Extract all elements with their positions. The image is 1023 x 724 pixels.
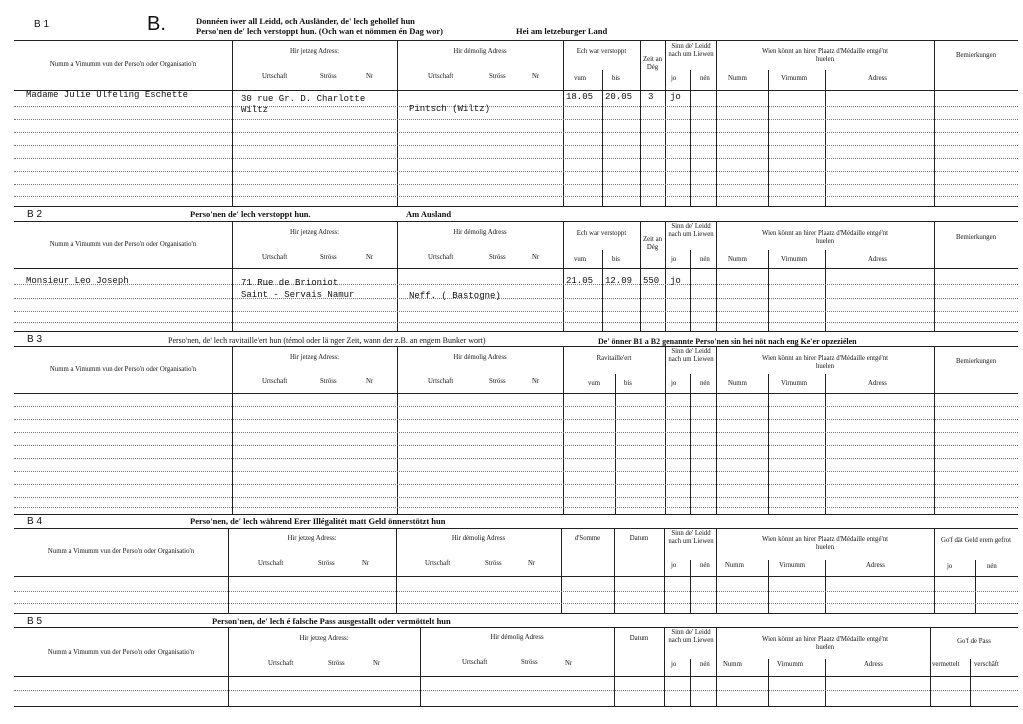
rule xyxy=(665,346,666,514)
header-former-address: Hir démolig Adress xyxy=(453,354,507,361)
header-medal: Wien könnt an hirer Plaatz d'Médaille entgé'nt huelen xyxy=(762,636,888,651)
header-first-name: Virnumm xyxy=(781,256,808,263)
header-pass: Go'f de Pass xyxy=(957,638,991,645)
header-locality: Urtschaft xyxy=(262,254,288,261)
header-locality: Urtschaft xyxy=(262,378,288,385)
section-title-b3: Perso'nen, de' lech ravitaille'ert hun (témol oder lä nger Zeit, wann der z.B. an engem Bunker wort) xyxy=(168,336,486,345)
header-alive: Sinn de' Leidd nach um Liewen xyxy=(668,348,714,363)
header-address: Adress xyxy=(864,661,883,668)
header-last-name: Numm xyxy=(723,661,742,668)
header-from: vum xyxy=(574,75,587,82)
header-time: Zeit an Dég xyxy=(642,56,663,71)
header-current-address: Hir jetzeg Adress: xyxy=(289,354,340,361)
header-number: Nr xyxy=(366,378,374,385)
rule xyxy=(768,374,769,514)
header-date: Datum xyxy=(629,535,649,542)
rule xyxy=(825,374,826,514)
rule xyxy=(970,659,971,706)
entry-to: 12.09 xyxy=(605,276,633,286)
rule xyxy=(14,528,1018,529)
dotted-line xyxy=(14,184,1018,185)
header-no: nén xyxy=(700,256,710,263)
rule xyxy=(14,676,1018,677)
header-to: bis xyxy=(612,75,620,82)
header-name: Numm a Vimumm vun der Perso'n oder Organisatio'n xyxy=(47,649,195,656)
rule xyxy=(690,250,691,331)
dotted-line xyxy=(14,497,1018,498)
dotted-line xyxy=(14,458,1018,459)
rule xyxy=(664,528,665,613)
header-first-name: Virnumm xyxy=(777,661,804,668)
header-number: Nr xyxy=(532,378,540,385)
header-current-address: Hir jetzeg Adress: xyxy=(287,535,337,542)
rule xyxy=(690,560,691,613)
entry-from: 21.05 xyxy=(566,276,594,286)
header-address: Adress xyxy=(868,256,887,263)
header-no: nén xyxy=(700,562,710,569)
header-no: nén xyxy=(700,661,710,668)
rule xyxy=(615,374,616,514)
section-title-b2: Perso'nen de' lech verstoppt hun. xyxy=(190,209,311,219)
header-date: Datum xyxy=(629,635,649,642)
header-name: Numm a Vimumm vun der Perso'n oder Organisatio'n xyxy=(47,548,195,555)
entry-to: 20.05 xyxy=(605,92,633,102)
rule xyxy=(14,206,1018,207)
header-hid: Ech war verstoppt xyxy=(576,230,627,237)
header-former-address: Hir démolig Adress xyxy=(490,634,544,641)
header-address: Adress xyxy=(868,380,887,387)
header-street: Ströss xyxy=(320,73,337,80)
header-from: vum xyxy=(588,380,601,387)
header-former-address: Hir démolig Adress xyxy=(453,229,507,236)
rule xyxy=(825,250,826,331)
section-id-b3: B 3 xyxy=(27,334,43,345)
header-address: Adress xyxy=(868,75,887,82)
header-medal: Wien könnt an hirer Plaatz d'Médaille entgé'nt huelen xyxy=(762,536,888,551)
entry-from: 18.05 xyxy=(566,92,594,102)
header-no: nén xyxy=(987,563,997,570)
header-number: Nr xyxy=(532,254,540,261)
header-number: Nr xyxy=(366,254,374,261)
section-id-b1: B 1 xyxy=(34,19,50,30)
rule xyxy=(14,221,1018,222)
rule xyxy=(664,627,665,706)
header-locality: Urtschaft xyxy=(428,378,454,385)
section-extra-b3: De' önner B1 a B2 genannte Perso'nen sin hei nöt nach eng Ke'er opzeziélen xyxy=(598,337,857,346)
dotted-line xyxy=(14,591,1018,592)
dotted-line xyxy=(14,471,1018,472)
header-number: Nr xyxy=(565,660,573,667)
rule xyxy=(768,70,769,206)
rule xyxy=(690,70,691,206)
dotted-line xyxy=(14,406,1018,407)
header-name: Numm a Vimumm vun der Perso'n oder Organisatio'n xyxy=(49,61,197,68)
section-title-b1-line2: Perso'nen de' lech verstoppt hun. (Och wan et nömmen én Dag wor) xyxy=(196,26,443,36)
header-remarks: Bemierkungen xyxy=(955,234,996,241)
header-medal: Wien könnt an hirer Plaatz d'Médaille entgé'nt huelen xyxy=(762,48,888,63)
header-first-name: Virnumm xyxy=(781,380,808,387)
header-locality: Urtschaft xyxy=(425,560,451,567)
dotted-line xyxy=(14,322,1018,323)
header-yes: jo xyxy=(671,256,677,263)
rule xyxy=(602,250,603,331)
header-to: bis xyxy=(624,380,632,387)
header-number: Nr xyxy=(362,560,370,567)
header-remarks: Bemierkungen xyxy=(955,358,996,365)
rule xyxy=(602,70,603,206)
dotted-line xyxy=(14,432,1018,433)
header-street: Ströss xyxy=(485,560,502,567)
header-yes: jo xyxy=(671,380,677,387)
rule xyxy=(232,346,233,514)
section-title-b1-line1: Donnéen iwer all Leidd, och Ausländer, de' lech gehollef hun xyxy=(196,16,415,26)
dotted-line xyxy=(14,145,1018,146)
header-yes: jo xyxy=(671,661,677,668)
header-street: Ströss xyxy=(328,660,345,667)
rule xyxy=(232,221,233,331)
header-street: Ströss xyxy=(521,659,538,666)
dotted-line xyxy=(14,311,1018,312)
header-pass-issued: vermettelt xyxy=(932,661,960,668)
entry-former-address: Neff. ( Bastogne) xyxy=(409,291,501,301)
header-street: Ströss xyxy=(320,378,337,385)
dotted-line xyxy=(14,284,1018,285)
entry-alive: jo xyxy=(670,276,681,286)
rule xyxy=(14,576,1018,577)
header-name: Numm a Vimumm vun der Perso'n oder Organisatio'n xyxy=(49,366,197,373)
rule xyxy=(563,40,564,206)
header-supplied: Ravitaille'ert xyxy=(596,355,632,362)
header-locality: Urtschaft xyxy=(462,659,488,666)
dotted-line xyxy=(14,603,1018,604)
rule xyxy=(14,393,1018,394)
header-current-address: Hir jetzeg Adress: xyxy=(299,635,349,642)
entry-current-address-line1: 30 rue Gr. D. Charlotte xyxy=(241,94,366,104)
rule xyxy=(934,528,935,613)
dotted-line xyxy=(14,158,1018,159)
section-extra-b1: Hei am letzeburger Land xyxy=(516,26,608,36)
header-first-name: Virnumm xyxy=(779,562,806,569)
header-last-name: Numm xyxy=(725,562,744,569)
header-from: vum xyxy=(574,256,587,263)
header-alive: Sinn de' Leidd nach um Liewen xyxy=(668,629,714,644)
rule xyxy=(768,560,769,613)
rule xyxy=(397,40,398,206)
rule xyxy=(716,40,717,206)
header-street: Ströss xyxy=(489,254,506,261)
header-locality: Urtschaft xyxy=(262,73,288,80)
header-hid: Ech war verstoppt xyxy=(576,48,627,55)
dotted-line xyxy=(14,690,1018,691)
header-remarks: Bemierkungen xyxy=(955,52,996,59)
header-number: Nr xyxy=(373,660,381,667)
header-sum: d'Somme xyxy=(574,535,601,542)
form-letter: B. xyxy=(147,13,166,35)
rule xyxy=(397,221,398,331)
rule xyxy=(690,659,691,706)
dotted-line xyxy=(14,445,1018,446)
rule xyxy=(934,40,935,206)
rule xyxy=(825,560,826,613)
rule xyxy=(716,627,717,706)
header-street: Ströss xyxy=(489,73,506,80)
rule xyxy=(397,346,398,514)
header-alive: Sinn de' Leidd nach um Liewen xyxy=(668,530,714,545)
header-number: Nr xyxy=(366,73,374,80)
dotted-line xyxy=(14,507,1018,508)
header-locality: Urtschaft xyxy=(258,560,284,567)
rule xyxy=(934,346,935,514)
header-medal: Wien könnt an hirer Plaatz d'Médaille entgé'nt huelen xyxy=(762,230,888,245)
entry-current-address-line2: Saint - Servais Namur xyxy=(241,290,355,300)
header-address: Adress xyxy=(866,562,885,569)
dotted-line xyxy=(14,106,1018,107)
rule xyxy=(825,659,826,706)
rule xyxy=(563,346,564,514)
dotted-line xyxy=(14,119,1018,120)
header-locality: Urtschaft xyxy=(428,254,454,261)
rule xyxy=(768,659,769,706)
rule xyxy=(716,221,717,331)
header-current-address: Hir jetzeg Adress: xyxy=(289,229,340,236)
section-id-b2: B 2 xyxy=(27,209,43,220)
header-current-address: Hir jetzeg Adress: xyxy=(289,48,340,55)
entry-former-address: Pintsch (Wiltz) xyxy=(409,104,491,114)
entry-days: 3 xyxy=(648,92,654,102)
header-time: Zeit an Dég xyxy=(642,236,663,251)
rule xyxy=(14,331,1018,332)
entry-name: Monsieur Leo Joseph xyxy=(26,276,129,286)
dotted-line xyxy=(14,484,1018,485)
dotted-line xyxy=(14,132,1018,133)
header-yes: jo xyxy=(671,562,677,569)
rule xyxy=(690,374,691,514)
header-money-back: Go'f dät Geld erem gefrot xyxy=(941,537,1011,544)
dotted-line xyxy=(14,298,1018,299)
section-id-b4: B 4 xyxy=(27,516,43,527)
dotted-line xyxy=(14,171,1018,172)
header-last-name: Numm xyxy=(728,380,747,387)
header-pass-made: verschâft xyxy=(974,661,999,668)
header-yes: jo xyxy=(671,75,677,82)
entry-current-address-line1: 71 Rue de Brioniot xyxy=(241,278,339,288)
rule xyxy=(665,40,666,206)
rule xyxy=(716,528,717,613)
header-former-address: Hir démolig Adress xyxy=(451,535,506,542)
rule xyxy=(716,346,717,514)
rule xyxy=(14,40,1018,41)
rule xyxy=(825,70,826,206)
section-extra-b2: Am Ausland xyxy=(406,209,452,219)
dotted-line xyxy=(14,196,1018,197)
header-to: bis xyxy=(612,256,620,263)
rule xyxy=(975,560,976,613)
header-no: nén xyxy=(700,380,710,387)
rule xyxy=(768,250,769,331)
header-last-name: Numm xyxy=(728,256,747,263)
dotted-line xyxy=(14,419,1018,420)
entry-name: Madame Julie Ulfeling Eschette xyxy=(26,90,189,100)
header-locality: Urtschaft xyxy=(268,660,294,667)
header-medal: Wien könnt an hirer Plaatz d'Médaille entgé'nt huelen xyxy=(762,355,888,370)
header-locality: Urtschaft xyxy=(428,73,454,80)
header-street: Ströss xyxy=(489,378,506,385)
header-former-address: Hir démolig Adress xyxy=(453,48,507,55)
header-street: Ströss xyxy=(318,560,335,567)
rule xyxy=(14,514,1018,515)
header-yes: jo xyxy=(947,563,953,570)
header-name: Numm a Vimumm vun der Perso'n oder Organisatio'n xyxy=(49,241,197,248)
rule xyxy=(14,268,1018,269)
section-title-b4: Perso'nen, de' lech während Erer Illégalitét matt Geld önnerstötzt hun xyxy=(190,516,446,526)
header-no: nén xyxy=(700,75,710,82)
header-number: Nr xyxy=(532,73,540,80)
rule xyxy=(14,346,1018,347)
header-street: Ströss xyxy=(320,254,337,261)
rule xyxy=(14,613,1018,614)
entry-current-address-line2: Wiltz xyxy=(241,105,269,115)
header-last-name: Numm xyxy=(728,75,747,82)
rule xyxy=(232,40,233,206)
rule xyxy=(14,706,1018,707)
section-title-b5: Person'nen, de' lech é falsche Pass ausgestallt oder vermöttelt hun xyxy=(212,616,451,626)
header-number: Nr xyxy=(528,560,536,567)
entry-alive: jo xyxy=(670,92,681,102)
entry-days: 550 xyxy=(643,276,660,286)
rule xyxy=(14,627,1018,628)
header-first-name: Virnumm xyxy=(781,75,808,82)
header-alive: Sinn de' Leidd nach um Liewen xyxy=(668,223,714,238)
section-id-b5: B 5 xyxy=(27,616,43,627)
header-alive: Sinn de' Leidd nach um Liewen xyxy=(668,43,714,58)
